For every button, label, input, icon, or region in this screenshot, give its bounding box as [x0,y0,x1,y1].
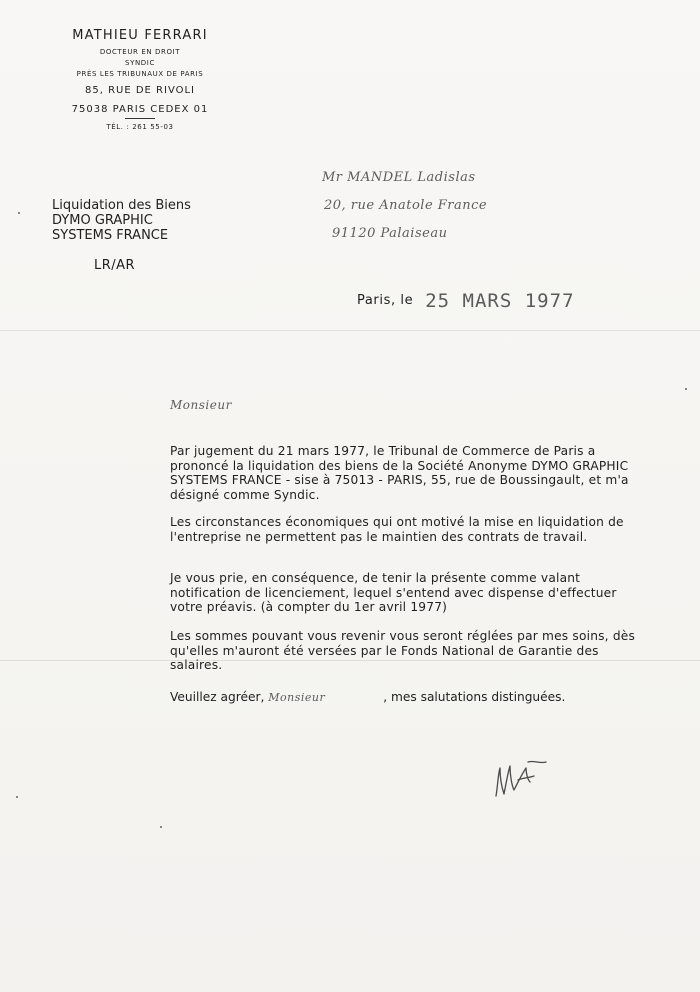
paragraph: Les circonstances économiques qui ont motivé la mise en liquidation de l'entreprise ne permettent pas le maintien des contrats de travail. [170,515,624,544]
paragraph: Je vous prie, en conséquence, de tenir la présente comme valant notification de licenciement, lequel s'entend avec dispense d'effectuer votre préavis. (à compter du 1er avril 1977) [170,571,617,615]
paragraph: Les sommes pouvant vous revenir vous seront réglées par mes soins, dès qu'elles m'auront été versées par le Fonds National de Garantie des salaires. [170,629,636,673]
paper-speck [18,212,20,214]
paper-speck [16,796,18,798]
letterhead-divider [125,118,155,119]
date-stamp: 25 MARS 1977 [425,290,575,312]
closing-before: Veuillez agréer, [170,690,265,704]
sender-street: 85, RUE DE RIVOLI [85,85,195,96]
sender-name: MATHIEU FERRARI [72,28,208,43]
date-place: Paris, le [357,293,414,308]
sender-title: DOCTEUR EN DROIT [99,48,181,56]
reference-line-2: DYMO GRAPHIC [52,213,153,228]
paper-speck [160,826,162,828]
date-line [357,290,575,312]
recipient-line-2: 20, rue Anatole France [324,198,488,213]
reference-block [52,198,191,243]
signature-mark [488,758,552,802]
recipient-line-1: Mr MANDEL Ladislas [322,170,476,185]
letterhead [40,28,240,131]
sender-phone: TÉL. : 261 55-03 [106,123,174,131]
closing-line [170,690,655,704]
sender-court: PRÈS LES TRIBUNAUX DE PARIS [76,70,204,78]
closing-after: , mes salutations distinguées. [383,690,566,704]
fold-line [0,330,700,331]
sender-role: SYNDIC [125,59,155,67]
paragraph: Par jugement du 21 mars 1977, le Tribunal de Commerce de Paris a prononcé la liquidation des biens de la Société Anonyme DYMO GRAPHIC SYSTEMS FRANCE - sise à 75013 - PARIS, 55, rue de Boussingault, et m'a désigné comme Syndic. [170,444,629,502]
reference-line-3: SYSTEMS FRANCE [52,228,169,243]
recipient-line-3: 91120 Palaiseau [332,226,448,241]
sender-city: 75038 PARIS CEDEX 01 [71,104,209,115]
paper-speck [685,388,687,390]
reference-line-1: Liquidation des Biens [52,198,191,213]
salutation: Monsieur [170,398,232,412]
closing-name: Monsieur [268,691,326,704]
delivery-mode: LR/AR [94,258,136,273]
